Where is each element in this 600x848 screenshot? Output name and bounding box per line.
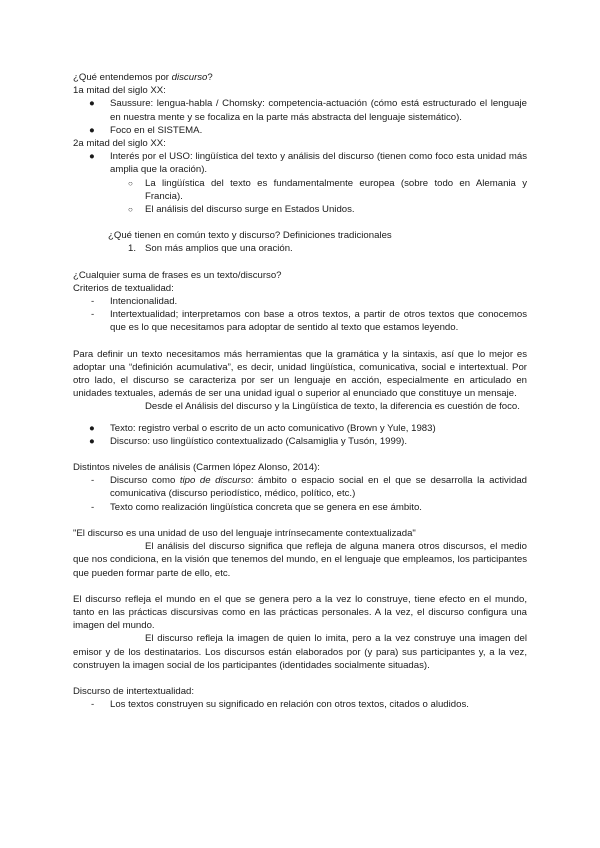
list-item-text: Saussure: lengua-habla / Chomsky: competencia-actuación (cómo está estructurado el lenguaje en nuestra mente y se focaliza en la parte más abstracta del lenguaje sistemático). (110, 98, 527, 123)
list-item-text: Son más amplios que una oración. (145, 243, 293, 255)
criteria-label: Criterios de textualidad: (73, 282, 174, 294)
bullet-icon: ● (89, 422, 95, 434)
hollow-bullet-icon: ○ (128, 178, 133, 188)
section-heading-textualidad: ¿Cualquier suma de frases es un texto/discurso? (73, 269, 282, 281)
dash-icon: - (91, 699, 95, 711)
dash-icon: - (91, 309, 95, 321)
list-item-text: Discurso como (110, 475, 180, 487)
dash-list-intertextualidad (73, 698, 527, 711)
bullet-list-first-half (73, 97, 527, 137)
bullet-icon: ● (89, 151, 95, 163)
bullet-icon: ● (89, 124, 95, 136)
list-item (73, 308, 527, 334)
paragraph-refleja-imagen: El discurso refleja la imagen de quien lo imita, pero a la vez construye una imagen del emisor y de los destinatarios. Los discursos están elaborados por (y para) sus participantes y, a la vez, construyen la imagen social de los participantes (identidades socialmente situadas). (73, 633, 527, 671)
dash-icon: - (91, 296, 95, 308)
heading-emphasis: discurso (171, 72, 208, 83)
heading-text-end: ? (207, 72, 213, 83)
list-item (73, 501, 527, 514)
list-item-text: Discurso: uso lingüístico contextualizado (Calsamiglia y Tusón, 1999). (110, 435, 408, 447)
quote-text: "El discurso es una unidad de uso del lenguaje intrínsecamente contextualizada" (73, 527, 416, 539)
dash-icon: - (91, 475, 95, 487)
paragraph-refleja-mundo: El discurso refleja el mundo en el que se genera pero a la vez lo construye, tiene efecto en el mundo, tanto en las prácticas discursivas como en las prácticas personales. A la vez, el discurso configura una imagen del mundo. (73, 593, 527, 632)
document-page (73, 71, 527, 711)
list-item (73, 474, 527, 500)
list-item-text: Los textos construyen su significado en relación con otros textos, citados o aludidos. (110, 699, 469, 711)
list-item (73, 295, 527, 308)
list-item-text-end: : ámbito o espacio social en el que se desarrolla la actividad comunicativa (discurso periodístico, médico, político, etc.) (110, 475, 527, 500)
list-item-text: El análisis del discurso surge en Estados Unidos. (145, 204, 355, 216)
heading-text: ¿Qué entendemos por (73, 72, 172, 83)
hollow-bullet-icon: ○ (128, 205, 133, 215)
dash-list-niveles (73, 474, 527, 514)
numbered-list (73, 242, 527, 255)
bullet-list-texto-discurso (73, 422, 527, 448)
list-item-text: La lingüística del texto es fundamentalmente europea (sobre todo en Alemania y Francia). (145, 177, 527, 202)
section-heading-niveles: Distintos niveles de análisis (Carmen lópez Alonso, 2014): (73, 462, 320, 474)
bullet-icon: ● (89, 435, 95, 447)
subheading-second-half: 2a mitad del siglo XX: (73, 138, 166, 150)
list-item (73, 242, 527, 255)
section-heading-discurso (73, 71, 527, 84)
list-item (73, 150, 527, 176)
paragraph-definicion: Para definir un texto necesitamos más herramientas que la gramática y la sintaxis, así que lo mejor es adoptar una “definición acumulativa”, es decir, unidad lingüística, comunicativa, social e intertextual. Por otro lado, el discurso se caracteriza por ser un lenguaje en acción, especialmente en articulado en unidades textuales, además de ser una unidad igual o superior al enunciado que constituye un mensaje. (73, 348, 527, 400)
list-item-text: Interés por el USO: lingüística del texto y análisis del discurso (tienen como foco esta unidad más amplia que la oración). (110, 151, 527, 176)
list-item (73, 177, 527, 203)
list-item (73, 203, 527, 216)
paragraph-foco: Desde el Análisis del discurso y la Lingüística de texto, la diferencia es cuestión de foco. (145, 401, 520, 413)
list-item (73, 422, 527, 435)
list-item-text: Texto: registro verbal o escrito de un acto comunicativo (Brown y Yule, 1983) (110, 422, 436, 434)
bullet-icon: ● (89, 98, 95, 110)
list-item-text: Foco en el SISTEMA. (110, 124, 203, 136)
list-item-text: Intencionalidad. (110, 296, 178, 308)
bullet-list-second-half (73, 150, 527, 216)
section-heading-intertextualidad: Discurso de intertextualidad: (73, 685, 195, 697)
list-item (73, 97, 527, 123)
list-item (73, 124, 527, 137)
list-item (73, 435, 527, 448)
subheading-first-half: 1a mitad del siglo XX: (73, 85, 166, 97)
dash-list-criteria (73, 295, 527, 335)
question-text: ¿Qué tienen en común texto y discurso? Definiciones tradicionales (108, 230, 392, 242)
paragraph-analisis: El análisis del discurso significa que refleja de alguna manera otros discursos, el medio que nos condiciona, en la visión que tenemos del mundo, en el lenguaje que empleamos, los participantes que pueden formar parte de ello, etc. (73, 541, 527, 579)
list-item-emphasis: tipo de discurso (179, 475, 251, 487)
list-item-text: Texto como realización lingüística concreta que se genera en ese ámbito. (110, 501, 422, 513)
list-item (73, 698, 527, 711)
list-item-text: Intertextualidad; interpretamos con base a otros textos, a partir de otros textos que conocemos que es lo que necesitamos para adoptar de sentido al texto que estamos leyendo. (110, 309, 527, 334)
number-marker: 1. (128, 243, 137, 255)
dash-icon: - (91, 501, 95, 513)
